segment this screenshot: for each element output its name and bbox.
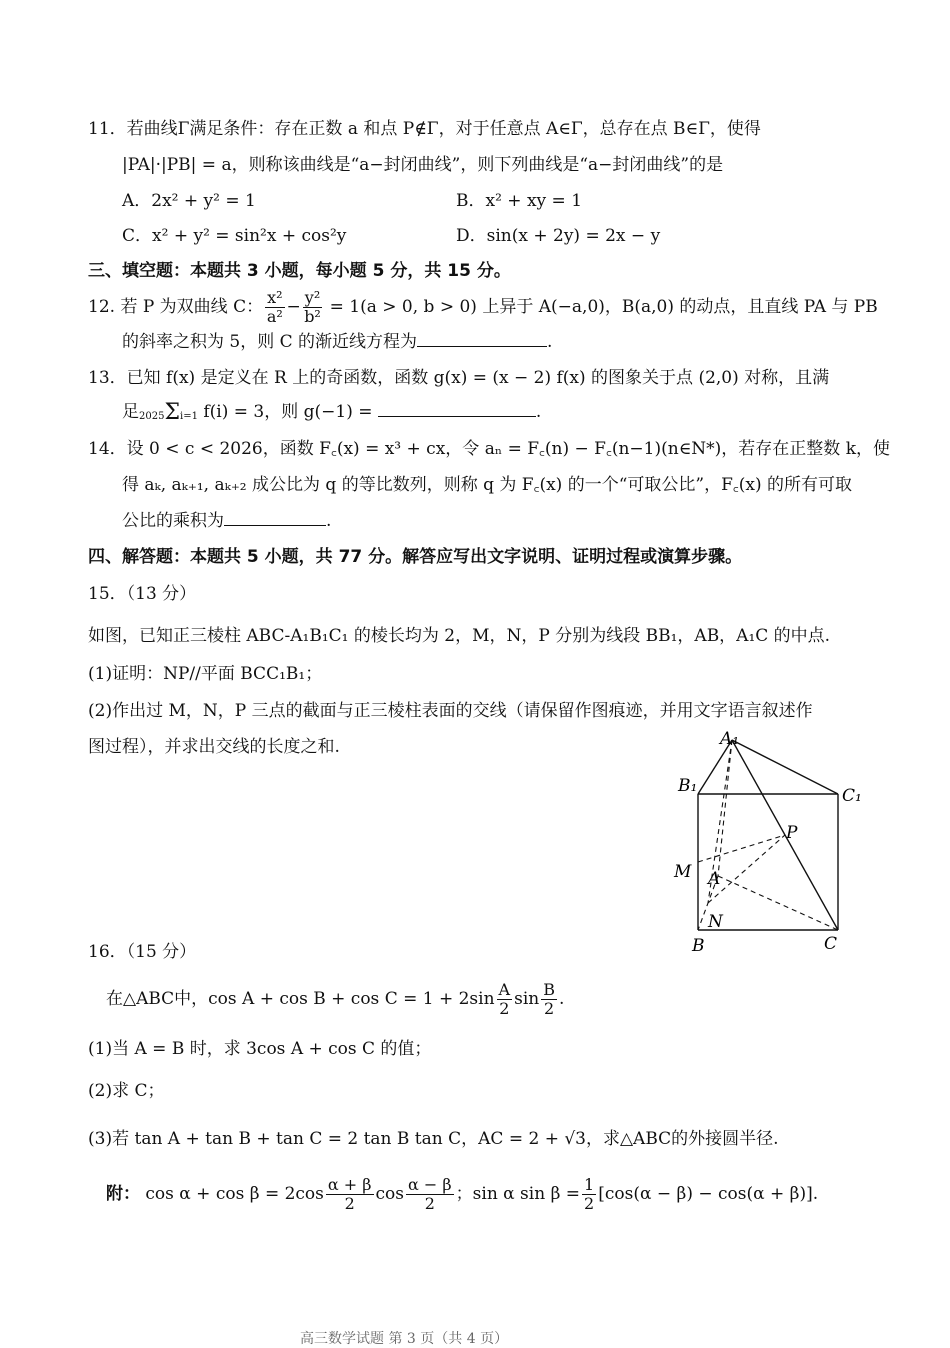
q16-part1: (1)当 A = B 时，求 3cos A + cos C 的值； — [88, 1039, 432, 1059]
q12-fraction-y: $\frac{\text{y²}}{\text{b²}}$ — [304, 288, 321, 326]
segment-m-p-hidden — [698, 835, 785, 862]
q14-line1: 14．设 0 < c < 2026，函数 F꜀(x) = x³ + cx，令 aₙ = F꜀(n) − F꜀(n−1)(n∈N*)，若存在正整数 k，使 — [88, 439, 891, 459]
prism-figure — [660, 725, 870, 960]
appendix-formulas: 附： cos α + cos β = 2cos $\frac{\alpha + \beta}{2}$ cos $\frac{\alpha - \beta}{2}$ ；sin α sin β = $\frac{1}{2}$ [cos(α − β) − cos(α + β)]. — [106, 1175, 819, 1213]
q15-part1: (1)证明：NP//平面 BCC₁B₁； — [88, 664, 323, 684]
label-c: C — [824, 934, 838, 954]
q12-answer-blank[interactable] — [417, 330, 547, 347]
page-footer: 高三数学试题 第 3 页（共 4 页） — [300, 1331, 509, 1347]
q14-line2: 得 aₖ, aₖ₊₁, aₖ₊₂ 成公比为 q 的等比数列，则称 q 为 F꜀(x) 的一个“可取公比”，F꜀(x) 的所有可取 — [122, 475, 853, 495]
appendix-label: 附： — [106, 1184, 140, 1204]
q16-part3: (3)若 tan A + tan B + tan C = 2 tan B tan C，AC = 2 + √3，求△ABC的外接圆半径. — [88, 1129, 779, 1149]
q13-line1: 13．已知 f(x) 是定义在 R 上的奇函数，函数 g(x) = (x − 2) f(x) 的图象关于点 (2,0) 对称，且满 — [88, 368, 830, 388]
q11-option-c: C．x² + y² = sin²x + cos²y — [122, 226, 347, 246]
q16-fraction-b: $\frac{B}{2}$ — [543, 980, 555, 1018]
label-a1: A₁ — [720, 729, 740, 749]
label-b: B — [692, 936, 705, 956]
q12-fraction-x: $\frac{\text{x²}}{\text{a²}}$ — [266, 288, 283, 326]
q11-option-d: D．sin(x + 2y) = 2x − y — [456, 226, 661, 246]
label-b1: B₁ — [678, 776, 698, 796]
q16-part2: (2)求 C； — [88, 1081, 165, 1101]
q16-heading: 16．（15 分） — [88, 942, 197, 962]
q12-mid: = 1(a > 0, b > 0) 上异于 A(−a,0)，B(a,0) 的动点，且直线 PA 与 PB — [324, 297, 878, 317]
q15-part2-line1: (2)作出过 M，N，P 三点的截面与正三棱柱表面的交线（请保留作图痕迹，并用文字语言叙述作 — [88, 701, 813, 721]
label-m: M — [674, 862, 692, 882]
label-a: A — [708, 869, 721, 889]
label-n: N — [708, 912, 723, 932]
q16-fraction-a: $\frac{A}{2}$ — [498, 980, 511, 1018]
q16-condition: 在△ABC中，cos A + cos B + cos C = 1 + 2sin $\frac{A}{2}$ sin $\frac{B}{2}$ . — [106, 980, 565, 1018]
q14-answer-blank[interactable] — [224, 509, 326, 526]
appendix-fraction-half: $\frac{1}{2}$ — [584, 1175, 595, 1213]
edge-a1-a-hidden — [718, 740, 732, 876]
section-3-heading: 三、填空题：本题共 3 小题，每小题 5 分，共 15 分。 — [88, 261, 511, 281]
summation-symbol: 2025Σi=1 — [139, 399, 198, 425]
q11-line2: |PA|·|PB| = a，则称该曲线是“a−封闭曲线”，则下列曲线是“a−封闭曲线”的是 — [122, 155, 724, 175]
edge-a1-c1 — [732, 740, 838, 794]
label-c1: C₁ — [842, 786, 862, 806]
q15-heading: 15．（13 分） — [88, 584, 197, 604]
q13-line2: 足2025Σi=1 f(i) = 3，则 g(−1) = . — [122, 399, 542, 425]
q14-line3: 公比的乘积为 . — [122, 511, 332, 531]
q12-line1: 12. 若 P 为双曲线 C： $\frac{\text{x²}}{\text{a²}}$ − $\frac{\text{y²}}{\text{b²}}$ = 1(a > 0, b > 0) 上异于 A(−a,0)，B(a,0) 的动点，且直线 PA 与 PB — [88, 288, 878, 326]
edge-a-c-hidden — [718, 876, 838, 930]
q15-line1: 如图，已知正三棱柱 ABC-A₁B₁C₁ 的棱长均为 2，M，N，P 分别为线段 BB₁，AB，A₁C 的中点. — [88, 626, 831, 646]
section-4-heading: 四、解答题：本题共 5 小题，共 77 分。解答应写出文字说明、证明过程或演算步骤。 — [88, 547, 743, 567]
q11-line1: 11．若曲线Γ满足条件：存在正数 a 和点 P∉Γ，对于任意点 A∈Γ，总存在点 B∈Γ，使得 — [88, 119, 761, 139]
q12-pre: 12. 若 P 为双曲线 C： — [88, 297, 264, 317]
q13-answer-blank[interactable] — [378, 400, 536, 417]
q11-option-a: A．2x² + y² = 1 — [122, 191, 256, 211]
appendix-fraction-diff: $\frac{\alpha - \beta}{2}$ — [408, 1175, 452, 1213]
q11-option-b: B．x² + xy = 1 — [456, 191, 583, 211]
appendix-fraction-sum: $\frac{\alpha + \beta}{2}$ — [327, 1175, 372, 1213]
q12-line2: 的斜率之积为 5，则 C 的渐近线方程为 . — [122, 332, 553, 352]
q15-part2-line2: 图过程），并求出交线的长度之和. — [88, 737, 340, 757]
label-p: P — [786, 823, 798, 843]
